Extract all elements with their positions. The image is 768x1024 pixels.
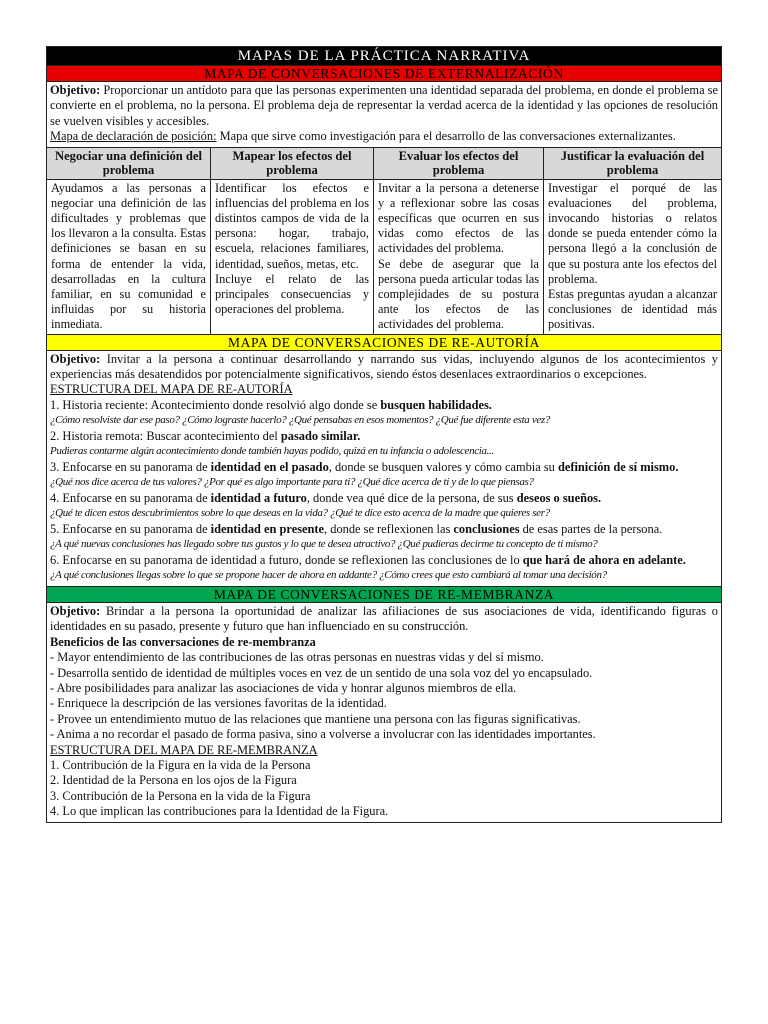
cell-text: Estas preguntas ayudan a alcanzar conclusiones de identidad más positivas. xyxy=(548,287,717,332)
remembering-section xyxy=(47,603,721,822)
structure-step: 2. Identidad de la Persona en los ojos de la Figura xyxy=(50,773,297,788)
page-title: MAPAS DE LA PRÁCTICA NARRATIVA xyxy=(47,47,721,66)
question-2: Pudieras contarme algún acontecimiento donde también hayas podido, quizá en tu infancia o adolescencia... xyxy=(50,445,494,458)
declaration-text: Mapa que sirve como investigación para el desarrollo de las conversaciones externalizantes. xyxy=(219,129,676,144)
remembering-header: MAPA DE CONVERSACIONES DE RE-MEMBRANZA xyxy=(47,587,721,603)
objective-text: Proporcionar un antídoto para que las personas experimenten una identidad separada del problema, en donde el problema se convierte en el problema, no la persona. El problema deja de representar la verdad acerca de la identidad y las opciones de resolución se vuelven visibles y accesibles. xyxy=(50,83,718,128)
column-header: Evaluar los efectos del problema xyxy=(374,148,544,179)
structure-title: ESTRUCTURA DEL MAPA DE RE-AUTORÍA xyxy=(50,382,293,397)
cell-text: Incluye el relato de las principales consecuencias y operaciones del problema. xyxy=(215,271,369,317)
question-1: ¿Cómo resolviste dar ese paso? ¿Cómo lograste hacerlo? ¿Qué pensabas en esos momentos? ¿Qué fue diferente esta vez? xyxy=(50,414,550,427)
column-cell-justify xyxy=(544,180,721,334)
structure-title: ESTRUCTURA DEL MAPA DE RE-MEMBRANZA xyxy=(50,742,318,757)
objective-text: Invitar a la persona a continuar desarrollando y narrando sus vidas, incluyendo algunos de los acontecimientos y experiencias más desatendidos por potencialmente significativos, siendo éstos desenlaces extraordinarios o excepciones. xyxy=(50,351,718,382)
benefit-item: - Desarrolla sentido de identidad de múltiples voces en vez de un sentido de una sola voz del yo encapsulado. xyxy=(50,665,593,680)
structure-step: 1. Contribución de la Figura en la vida de la Persona xyxy=(50,757,311,772)
benefit-item: - Provee un entendimiento mutuo de las relaciones que mantiene una persona con las figuras significativas. xyxy=(50,711,581,726)
document-table xyxy=(46,46,722,823)
question-5: ¿A qué nuevas conclusiones has llegado sobre tus gustos y lo que te desea atractivo? ¿Qué pudieras decirme tu concepto de ti mismo? xyxy=(50,538,598,551)
column-cell-define xyxy=(47,180,211,334)
benefit-item: - Abre posibilidades para analizar las asociaciones de vida y honrar algunos miembros de ella. xyxy=(50,680,517,695)
question-3: ¿Qué nos dice acerca de tus valores? ¿Por qué es algo importante para ti? ¿Qué dice acerca de ti y de lo que piensas? xyxy=(50,476,534,489)
reauthoring-section xyxy=(47,351,721,587)
objective-label: Objetivo: xyxy=(50,603,101,618)
question-6: ¿A qué conclusiones llegas sobre lo que se propone hacer de ahora en addante? ¿Cómo crees que esto cambiará al tomar una decisión? xyxy=(50,569,607,582)
objective-label: Objetivo: xyxy=(50,351,101,366)
cell-text: Identificar los efectos e influencias del problema en los distintos campos de vida de la persona: hogar, trabajo, escuela, relaciones familiares, identidad, sueños, metas, etc. xyxy=(215,180,369,271)
reauthoring-header: MAPA DE CONVERSACIONES DE RE-AUTORÍA xyxy=(47,335,721,351)
question-4: ¿Qué te dicen estos descubrimientos sobre lo que deseas en la vida? ¿Qué te dice esto acerca de la madre que quieres ser? xyxy=(50,507,550,520)
cell-text: Invitar a la persona a detenerse y a reflexionar sobre las cosas específicas que ocurren en sus vidas como efectos de las actividades del problema. xyxy=(378,180,539,256)
objective-text: Brindar a la persona la oportunidad de analizar las afiliaciones de sus asociaciones de vida, identificando figuras o identidades en su pasado, presente y futuro que han influenciado en su construcción. xyxy=(50,603,718,634)
objective-label: Objetivo: xyxy=(50,83,101,97)
structure-step: 4. Lo que implican las contribuciones para la Identidad de la Figura. xyxy=(50,804,389,819)
externalization-columns xyxy=(47,180,721,335)
step-6: 6. Enfocarse en su panorama de identidad a futuro, donde se reflexionen las conclusiones de lo que hará de ahora en adelante. xyxy=(50,552,686,567)
structure-step: 3. Contribución de la Persona en la vida de la Figura xyxy=(50,788,311,803)
externalization-column-headers xyxy=(47,148,721,180)
column-header: Negociar una definición del problema xyxy=(47,148,211,179)
column-header: Justificar la evaluación del problema xyxy=(560,148,705,178)
cell-text: Ayudamos a las personas a negociar una definición de las dificultades y problemas que los llevaron a la consulta. Estas definiciones se basan en su forma de entender la vida, desarrolladas en la cultura familiar, en su comunidad e influidas por su historia inmediata. xyxy=(51,180,206,332)
column-cell-evaluate xyxy=(374,180,544,334)
cell-text: Se debe de asegurar que la persona pueda articular todas las complejidades de su postura ante los efectos de las actividades del problema. xyxy=(378,256,539,332)
benefits-title: Beneficios de las conversaciones de re-membranza xyxy=(50,634,316,649)
benefit-item: - Anima a no recordar el pasado de forma pasiva, sino a volverse a involucrar con las identidades importantes. xyxy=(50,727,596,742)
step-2: 2. Historia remota: Buscar acontecimiento del pasado similar. xyxy=(50,428,361,443)
step-4: 4. Enfocarse en su panorama de identidad a futuro, donde vea qué dice de la persona, de sus deseos o sueños. xyxy=(50,490,602,505)
benefit-item: - Mayor entendimiento de las contribuciones de las otras personas en nuestras vidas y del sí mismo. xyxy=(50,650,544,665)
benefit-item: - Enriquece la descripción de las versiones favoritas de la identidad. xyxy=(50,696,387,711)
cell-text: Investigar el porqué de las evaluaciones del problema, invocando historias o relatos donde se pueda entender cómo la persona llegó a la conclusión de que su postura ante los efectos del problema. xyxy=(548,180,717,286)
step-1: 1. Historia reciente: Acontecimiento donde resolvió algo donde se busquen habilidades. xyxy=(50,397,492,412)
externalization-objective xyxy=(47,82,721,148)
declaration-label: Mapa de declaración de posición: xyxy=(50,129,217,144)
step-3: 3. Enfocarse en su panorama de identidad en el pasado, donde se busquen valores y cómo cambia su definición de sí mismo. xyxy=(50,459,679,474)
externalization-header: MAPA DE CONVERSACIONES DE EXTERNALIZACIÓN xyxy=(47,66,721,82)
column-cell-map-effects xyxy=(211,180,374,334)
column-header: Mapear los efectos del problema xyxy=(211,148,374,179)
step-5: 5. Enfocarse en su panorama de identidad en presente, donde se reflexionen las conclusiones de esas partes de la persona. xyxy=(50,521,663,536)
